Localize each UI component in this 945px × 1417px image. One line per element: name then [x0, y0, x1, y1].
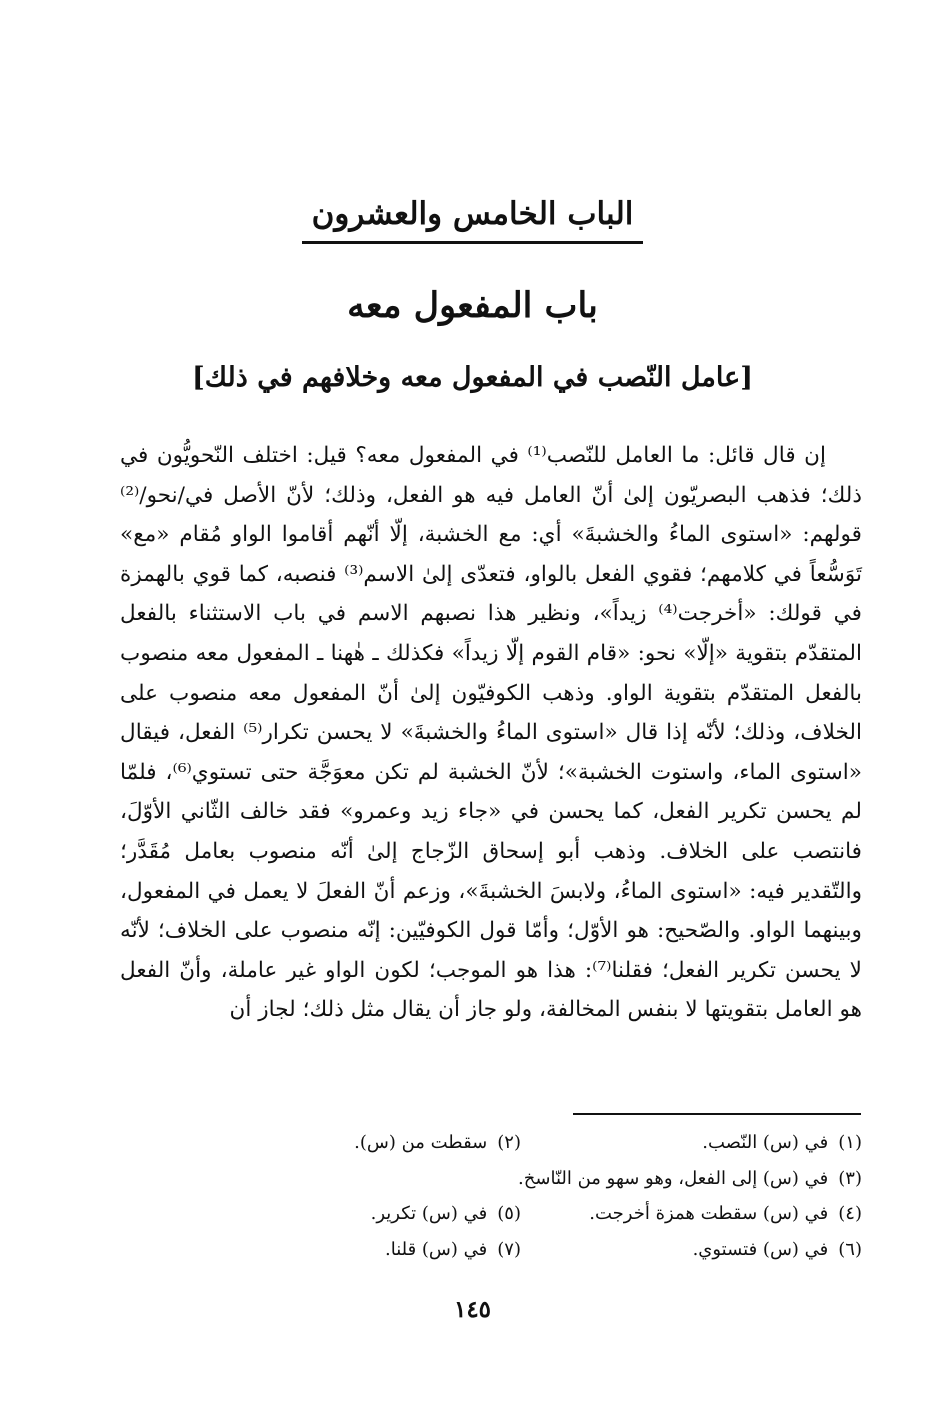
- footnotes: [180, 1125, 862, 1267]
- footnote-6: [521, 1232, 862, 1268]
- footnote-text: سقطت من (س).: [354, 1132, 488, 1153]
- footnote-row: [180, 1161, 862, 1197]
- bab-title: باب المفعول معه: [347, 285, 598, 326]
- footnote-row: [180, 1125, 862, 1161]
- page-number: ١٤٥: [453, 1296, 492, 1323]
- footnote-number: (٣): [838, 1167, 862, 1189]
- footnote-text: في (س) إلى الفعل، وهو سهو من النّاسخ.: [518, 1167, 829, 1189]
- footnote-row: [180, 1196, 862, 1232]
- footnote-4: [521, 1196, 862, 1232]
- footnote-text: في (س) فتستوي.: [692, 1238, 829, 1260]
- footnote-number: (٢): [497, 1132, 521, 1153]
- footnote-number: (٦): [838, 1238, 862, 1260]
- body-text-block: [120, 436, 862, 1030]
- section-title: [عامل النّصب في المفعول معه وخلافهم في ذلك]: [192, 362, 753, 393]
- footnote-2: [180, 1125, 521, 1161]
- footnote-text: في (س) تكرير.: [370, 1203, 488, 1224]
- footnote-number: (٤): [838, 1203, 862, 1224]
- footnote-number: (٧): [497, 1238, 521, 1260]
- footnote-separator: [573, 1113, 861, 1115]
- chapter-heading: الباب الخامس والعشرون: [302, 196, 644, 244]
- footnote-number: (٥): [497, 1203, 521, 1224]
- footnote-3: [518, 1161, 862, 1197]
- footnote-number: (١): [838, 1132, 862, 1153]
- footnote-7: [180, 1232, 521, 1268]
- footnote-5: [180, 1196, 521, 1232]
- footnote-1: [521, 1125, 862, 1161]
- footnote-text: في (س) النّصب.: [702, 1132, 829, 1153]
- body-paragraph: إن قال قائل: ما العامل للنّصب⁽¹⁾ في المفعول معه؟ قيل: اختلف النّحويُّون في ذلك؛ فذهب البصريّون إلىٰ أنّ العامل فيه هو الفعل، وذلك؛ لأنّ الأصل في/نحو/⁽²⁾ قولهم: «استوى الماءُ والخشبةَ» أي: مع الخشبة، إلّا أنّهم أقاموا الواو مُقام «مع» تَوَسُّعاً في كلامهم؛ فقوي الفعل بالواو، فتعدّى إلىٰ الاسم⁽³⁾ فنصبه، كما قوي بالهمزة في قولك: «أخرجت⁽⁴⁾ زيداً»، ونظير هذا نصبهم الاسم في باب الاستثناء بالفعل المتقدّم بتقوية «إلّا» نحو: «قام القوم إلّا زيداً» فكذلك ـ هٰهنا ـ المفعول معه منصوب بالفعل المتقدّم بتقوية الواو. وذهب الكوفيّون إلىٰ أنّ المفعول معه منصوب على الخلاف، وذلك؛ لأنّه إذا قال «استوى الماءُ والخشبةَ» لا يحسن تكرار⁽⁵⁾ الفعل، فيقال «استوى الماء، واستوت الخشبة»؛ لأنّ الخشبة لم تكن معوَجَّة حتى تستوي⁽⁶⁾، فلمّا لم يحسن تكرير الفعل، كما يحسن في «جاء زيد وعمرو» فقد خالف الثّاني الأوّلَ، فانتصب على الخلاف. وذهب أبو إسحاق الزّجاج إلىٰ أنّه منصوب بعامل مُقَدَّر؛ والتّقدير فيه: «استوى الماءُ، ولابسَ الخشبةَ»، وزعم أنّ الفعلَ لا يعمل في المفعول، وبينهما الواو. والصّحيح: هو الأوّل؛ وأمّا قول الكوفيّين: إنّه منصوب على الخلاف؛ لأنّه لا يحسن تكرير الفعل؛ فقلنا⁽⁷⁾: هذا هو الموجب؛ لكون الواو غير عاملة، وأنّ الفعل هو العامل بتقويتها لا بنفس المخالفة، ولو جاز أن يقال مثل ذلك؛ لجاز أن: [120, 443, 863, 1023]
- chapter-heading-block: [0, 196, 945, 244]
- footnote-text: في (س) سقطت همزة أخرجت.: [589, 1203, 829, 1224]
- footnote-text: في (س) قلنا.: [384, 1238, 488, 1260]
- footnote-row: [180, 1232, 862, 1268]
